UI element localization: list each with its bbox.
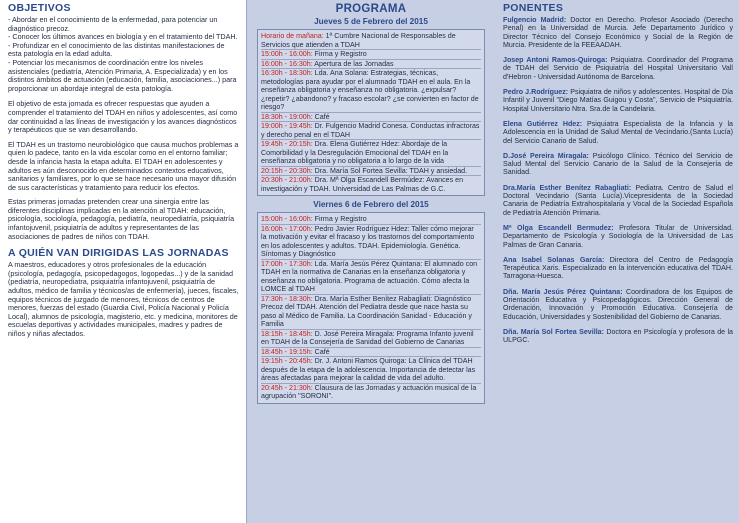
schedule-entry [261, 113, 481, 123]
entry-text: Dr. Fulgencio Madrid Conesa. Conductas infractoras y derecho penal en el TDAH [261, 122, 480, 139]
schedule-entry [261, 295, 481, 330]
entry-time: 20:15h - 20:30h: [261, 166, 313, 175]
programa-column [247, 0, 495, 523]
entry-text: Dra. María Sol Fortea Sevilla: TDAH y ansiedad. [312, 166, 468, 175]
ponentes-column [495, 0, 739, 523]
entry-text: Dra. Mª Olga Escandell Bermúdez: Avances en investigación y TDAH. Universidad de Las Palmas de G.C. [261, 176, 464, 193]
speaker-name: D.José Pereira Miragala: [503, 151, 589, 160]
schedule-entry [261, 384, 481, 401]
speaker-name: Pedro J.Rodríguez: [503, 88, 569, 97]
speaker-entry [503, 120, 733, 145]
schedule-entry [261, 32, 481, 50]
entry-text: Apertura de las Jornadas [312, 59, 394, 68]
speaker-entry [503, 56, 733, 81]
schedule-entry [261, 260, 481, 295]
speaker-entry [503, 288, 733, 321]
entry-time: 19:00h - 19:45h: [261, 122, 313, 130]
speaker-bio: Psiquiatra de niños y adolescentes. Hospital de Día Infantil y Juvenil "Diego Matías Guigou y Costa", Servicio de Psiquiatría. Hospital Universitario Ntra. Sra.de la Candelaria. [503, 88, 733, 113]
jornadas-paragraph: Estas primeras jornadas pretenden crear una sinergia entre las diferentes disciplinas implicadas en la atención al TDAH: educación, psicología, sociología, pedagogía, pediatría, neuropediatría, psiquiatría infantojuvenil, psiquiatría de adultos y representantes de las asociaciones de padres de niños con TDAH. [8, 197, 235, 241]
entry-time: 18:45h - 19:15h: [261, 347, 313, 356]
speaker-bio: Doctor en Derecho. Profesor Asociado (Derecho Penal) en la Universidad de Murcia. Jefe Departamento Jurídico y Director Técnico del Consejo Económico y Social de la Región de Murcia. Presidente de la FEEAADAH. [503, 16, 734, 49]
entry-text: Dra. María Esther Benítez Rabagliati: Diagnóstico Precoz del TDAH. Atención del Pediatra desde que nace hasta su paso al Médico de Familia. La Coordinación Sanidad - Educación y Familia [261, 294, 472, 328]
speaker-name: Dña. María Sol Fortea Sevilla: [503, 327, 604, 336]
entry-time: 19:45h - 20:15h: [261, 140, 313, 148]
schedule-entry [261, 140, 481, 167]
entry-text: Dra. Elena Gutiérrez Hdez: Abordaje de la Comorbilidad y la Desregulación Emocional del TDAH en la enseñanza obligatoria y no obligatoria a lo largo de la vida [261, 140, 449, 165]
entry-text: Firma y Registro [312, 50, 367, 58]
objetivos-list [8, 16, 240, 93]
objetivo-item: - Profundizar en el conocimiento de las distintas manifestaciones de esta patología en la edad adulta. [8, 40, 225, 59]
entry-text: Firma y Registro [312, 215, 367, 223]
schedule-entry [261, 122, 481, 140]
speaker-name: Fulgencio Madrid: [503, 16, 567, 24]
schedule-entry [261, 69, 481, 113]
speaker-entry [503, 328, 733, 345]
entry-text: Café [312, 112, 330, 121]
entry-text: Lda. María Jesús Pérez Quintana: El alumnado con TDAH en la normativa de Canarias en la enseñanza obligatoria y enseñanza no obligatoria. Programa de actuación. Cómo afecta la LOMCE al TDAH [261, 259, 478, 293]
entry-time: 15:00h - 16:00h: [261, 50, 313, 58]
schedule-entry [261, 176, 481, 193]
speaker-entry [503, 152, 733, 177]
speaker-bio: Psicólogo Clínico. Técnico del Servicio de Salud Mental del Servicio Canario de la Salud de la Consejería de Sanidad. [503, 151, 733, 177]
entry-time: 16:30h - 18:30h: [261, 69, 313, 77]
entry-time: 15:00h - 16:00h: [261, 215, 313, 223]
speaker-entry [503, 88, 733, 113]
objetivo-item: - Potenciar los mecanismos de coordinación entre los niveles asistenciales (pediatría, Atención Primaria, A. Especializada) y en los distintos ámbitos de actuación (educación, familia, asociaciones...) para proporcionar un abordaje integral de esta patología. [8, 57, 237, 93]
dirigidas-title: A QUIÉN VAN DIRIGIDAS LAS JORNADAS [8, 247, 229, 260]
speaker-bio: Directora del Centro de Pedagogía Terapéutica Xaris. Especializado en la intervención educativa del TDAH. Tarragona-Huesca. [503, 255, 733, 281]
speaker-name: Elena Gutiérrez Hdez: [503, 119, 583, 128]
entry-time: Horario de mañana: [261, 32, 324, 40]
entry-time: 20:30h - 21:00h: [261, 176, 313, 184]
speaker-name: Mª Olga Escandell Bermudez: [503, 223, 614, 232]
speaker-name: Josep Antoni Ramos-Quiroga: [503, 56, 608, 65]
speaker-entry [503, 256, 733, 281]
entry-text: 1ª Cumbre Nacional de Responsables de Servicios que atienden a TDAH [261, 32, 456, 49]
entry-time: 18:30h - 19:00h: [261, 112, 313, 121]
entry-time: 19:15h - 20:45h: [261, 357, 313, 365]
schedule-entry [261, 60, 481, 70]
speaker-name: Ana Isabel Solanas García: [503, 255, 605, 264]
entry-time: 20:45h - 21:30h: [261, 383, 313, 392]
programa-title: PROGRAMA [335, 3, 407, 15]
speaker-bio: Psiquiatra. Coordinador del Programa de TDAH del Servicio de Psiquiatría del Hospital Universitario Vall d'Hebron - Universidad Autónoma de Barcelona. [503, 56, 733, 81]
speaker-name: Dra.María Esther Benítez Rabagliati: [503, 183, 632, 192]
objetivo-item: - Abordar en el conocimiento de la enfermedad, para potenciar un diagnóstico precoz. [8, 15, 218, 33]
entry-text: Café [312, 347, 330, 356]
entry-text: Dr. J. Antoni Ramos Quiroga: La Clínica del TDAH después de la etapa de la adolescencia. Importancia de detectar las áreas afectadas para mejorar la calidad de vida del adulto. [261, 357, 476, 382]
day1-title: Jueves 5 de Febrero del 2015 [314, 17, 428, 26]
schedule-entry [261, 225, 481, 260]
schedule-entry [261, 50, 481, 60]
speaker-entry [503, 224, 733, 249]
entry-time: 17:00h - 17:30h: [261, 259, 313, 268]
dirigidas-text: A maestros, educadores y otros profesionales de la educación (psicología, pedagogía, psicopedagogos, logopedas...) y de la sanidad (pediatría, neuropediatra, psiquiatría infantojuvenil, psiquiatría de adultos, médico de familia y técnicos/as de enfermería), jueces, fiscales, equipos técnicos de juzgado de menores, técnicos de centros de menores, fuerzas del estado (Guardia Civil, Policía Nacional y Policía Local), alumnos de psicología, magisterio, etc. y medicina, monitores de escuelas deportivas y actividades municipales, madres y padres de niños y niñas afectados. [8, 260, 239, 338]
speaker-bio: Coordinadora de los Equipos de Orientación Educativa y Psicopedagógicos. Dirección General de Ordenación, Innovación y Promoción Educativa. Consejería de Educación, Universidades y Sostenibilidad del Gobierno de Canarias. [503, 287, 733, 321]
speaker-bio: Pediatra. Centro de Salud el Doctoral Vecindario (Santa Lucía).Vicepresidenta de la Sociedad Canaria de Pediatría Extrahospitalaria y Vocal de la Sociedad Española de Pediatría Atención Primaria. [503, 183, 734, 217]
objetivo-item: - Conocer los últimos avances en biología y en el tratamiento del TDAH. [8, 32, 238, 42]
speaker-name: Dña. María Jesús Pérez Quintana: [503, 287, 623, 296]
entry-time: 18:15h - 18:45h: [261, 329, 313, 338]
schedule-entry [261, 330, 481, 348]
entry-text: D. José Pereira Miragala: Programa Infanto juvenil en TDAH de la Consejería de Sanidad del Gobierno de Canarias [261, 329, 474, 346]
tdah-paragraph: El TDAH es un trastorno neurobiológico que causa muchos problemas a quien lo padece, tanto en la vida escolar como en el entorno familiar; desde la infancia hasta la etapa adulta. El TDAH en adolescentes y adultos es aún desconocido en determinados contextos educativos, sanitarios y familiares, por lo que se hace necesario una mayor difusión de sus características y tratamiento para reducir los efectos. [8, 139, 239, 192]
speaker-bio: Profesora Titular de Universidad. Departamento de Psicología y Sociología de la Universidad de Las Palmas de Gran Canaria. [503, 223, 733, 249]
day2-title: Viernes 6 de Febrero del 2015 [313, 200, 429, 209]
entry-time: 16:00h - 16:30h: [261, 59, 313, 68]
objetivos-title: OBJETIVOS [8, 2, 71, 14]
entry-time: 17:30h - 18:30h: [261, 294, 313, 303]
schedule-entry [261, 348, 481, 358]
entry-text: Lda. Ana Solana: Estrategias, técnicas, metodologías para ayudar por el alumnado TDAH en el aula. En la enseñanza obligatoria y enseñanza no obligatoria. ¿expulsar?¿repetir? ¿abandono? y fracaso escolar? ¿se convierten en factor de riesgo? [261, 69, 479, 111]
speaker-bio: Doctora en Psicología y profesora de la ULPGC. [503, 327, 733, 345]
entry-text: Clausura de las Jornadas y actuación musical de la agrupación "SORONI". [261, 383, 477, 400]
intro-paragraph: El objetivo de esta jornada es ofrecer respuestas que ayuden a comprender el tratamiento del TDAH en niños y adolescentes, así como dar continuidad a las líneas de investigación y los avances diagnósticos y terapéuticos que se van desarrollando. [8, 99, 238, 135]
day1-schedule [257, 29, 485, 196]
schedule-entry [261, 167, 481, 177]
entry-time: 16:00h - 17:00h: [261, 224, 313, 233]
speaker-entry [503, 16, 733, 49]
entry-text: Pedro Javier Rodríguez Hdez: Taller cómo mejorar la motivación y evitar el fracaso y los trastornos del comportamiento en los adolescentes y adultos. TDAH. Epidemiología. Genética. Síntomas y Diagnóstico [261, 224, 475, 258]
speaker-entry [503, 184, 733, 217]
day2-schedule [257, 212, 485, 404]
schedule-entry [261, 357, 481, 384]
speaker-bio: Psiquiatra Especialista de la Infancia y la Adolescencia en la Unidad de Salud Mental de Vecindario.(Santa Lucía) del Servicio Canario de Salud. [503, 119, 733, 145]
ponentes-title: PONENTES [503, 2, 564, 14]
left-column [0, 0, 247, 523]
schedule-entry [261, 215, 481, 225]
